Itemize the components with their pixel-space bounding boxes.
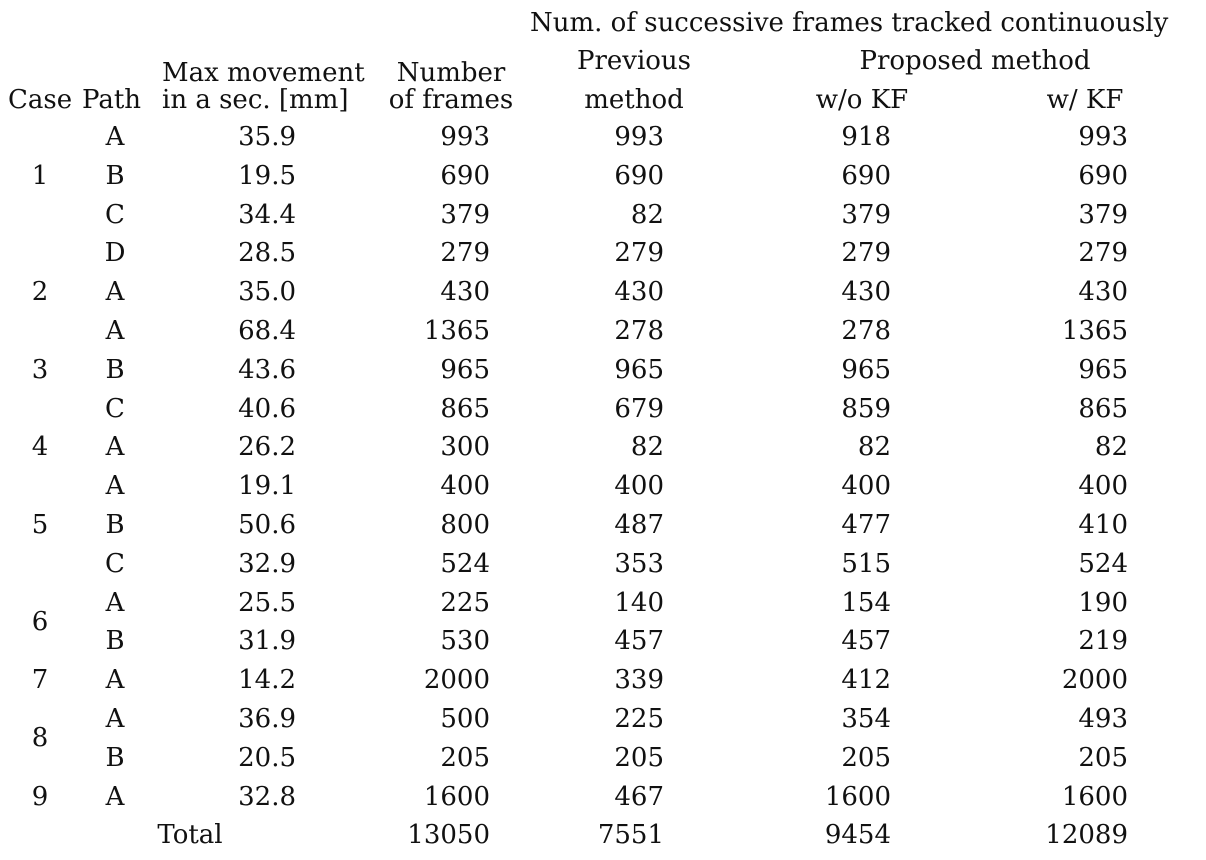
previous-method-cell: 679 [614, 394, 664, 424]
span-title: Num. of successive frames tracked continuously [530, 8, 1169, 38]
frames-cell: 279 [440, 238, 490, 268]
wo-kf-cell: 430 [841, 277, 891, 307]
path-cell: A [105, 277, 125, 307]
maxmove-header-line1: Max movement [162, 58, 365, 88]
max-movement-cell: 68.4 [238, 316, 296, 346]
wo-kf-cell: 82 [857, 432, 891, 462]
path-cell: B [105, 743, 125, 773]
merged-case-cell: 6 [31, 607, 49, 637]
frames-cell: 865 [440, 394, 490, 424]
case-cell: 5 [31, 510, 49, 540]
max-movement-cell: 34.4 [238, 200, 296, 230]
frames-cell: 1600 [423, 782, 490, 812]
wo-kf-cell: 412 [841, 665, 891, 695]
w-kf-cell: 865 [1078, 394, 1128, 424]
w-kf-cell: 279 [1078, 238, 1128, 268]
wo-kf-cell: 278 [841, 316, 891, 346]
w-kf-cell: 1600 [1061, 782, 1128, 812]
frames-cell: 524 [440, 549, 490, 579]
wo-kf-cell: 205 [841, 743, 891, 773]
max-movement-cell: 26.2 [238, 432, 296, 462]
frames-cell: 225 [440, 588, 490, 618]
frames-header-line2: of frames [388, 85, 514, 115]
path-cell: C [105, 394, 125, 424]
previous-method-cell: 965 [614, 355, 664, 385]
w-kf-cell: 965 [1078, 355, 1128, 385]
previous-method-cell: 457 [614, 626, 664, 656]
max-movement-cell: 36.9 [238, 704, 296, 734]
path-cell: A [105, 122, 125, 152]
max-movement-cell: 35.9 [238, 122, 296, 152]
previous-method-cell: 278 [614, 316, 664, 346]
previous-method-cell: 353 [614, 549, 664, 579]
frames-cell: 965 [440, 355, 490, 385]
frames-cell: 530 [440, 626, 490, 656]
wo-kf-cell: 477 [841, 510, 891, 540]
previous-method-cell: 993 [614, 122, 664, 152]
total-wo-kf-cell: 9454 [824, 820, 891, 850]
previous-method-cell: 205 [614, 743, 664, 773]
frames-cell: 993 [440, 122, 490, 152]
w-kf-cell: 690 [1078, 161, 1128, 191]
w-kf-cell: 410 [1078, 510, 1128, 540]
path-cell: D [104, 238, 126, 268]
frames-cell: 690 [440, 161, 490, 191]
w-kf-cell: 219 [1078, 626, 1128, 656]
w-kf-cell: 1365 [1061, 316, 1128, 346]
max-movement-cell: 19.5 [238, 161, 296, 191]
max-movement-cell: 40.6 [238, 394, 296, 424]
path-cell: A [105, 432, 125, 462]
path-cell: A [105, 471, 125, 501]
case-cell: 2 [31, 277, 49, 307]
total-label: Total [157, 820, 223, 850]
path-cell: A [105, 704, 125, 734]
w-kf-cell: 82 [1094, 432, 1128, 462]
path-cell: B [105, 626, 125, 656]
path-cell: A [105, 588, 125, 618]
max-movement-cell: 32.9 [238, 549, 296, 579]
wo-kf-cell: 279 [841, 238, 891, 268]
wo-kf-cell: 457 [841, 626, 891, 656]
frames-cell: 379 [440, 200, 490, 230]
wo-kf-cell: 859 [841, 394, 891, 424]
wo-kf-cell: 690 [841, 161, 891, 191]
wo-kf-cell: 379 [841, 200, 891, 230]
proposed-group-header: Proposed method [859, 46, 1091, 76]
previous-method-cell: 82 [630, 200, 664, 230]
max-movement-cell: 20.5 [238, 743, 296, 773]
previous-method-cell: 339 [614, 665, 664, 695]
wo-kf-cell: 154 [841, 588, 891, 618]
frames-cell: 800 [440, 510, 490, 540]
previous-method-cell: 430 [614, 277, 664, 307]
wo-kf-cell: 515 [841, 549, 891, 579]
frames-cell: 1365 [423, 316, 490, 346]
previous-header-line2: method [584, 85, 684, 115]
case-header: Case [8, 85, 73, 115]
max-movement-cell: 14.2 [238, 665, 296, 695]
case-cell: 9 [31, 782, 49, 812]
previous-method-cell: 467 [614, 782, 664, 812]
w-kf-cell: 493 [1078, 704, 1128, 734]
w-kf-header: w/ KF [1046, 85, 1124, 115]
path-cell: A [105, 782, 125, 812]
max-movement-cell: 50.6 [238, 510, 296, 540]
wo-kf-cell: 354 [841, 704, 891, 734]
wo-kf-header: w/o KF [815, 85, 909, 115]
path-header: Path [82, 85, 142, 115]
max-movement-cell: 32.8 [238, 782, 296, 812]
previous-method-cell: 487 [614, 510, 664, 540]
previous-method-cell: 82 [630, 432, 664, 462]
wo-kf-cell: 1600 [824, 782, 891, 812]
path-cell: B [105, 355, 125, 385]
w-kf-cell: 524 [1078, 549, 1128, 579]
frames-cell: 205 [440, 743, 490, 773]
maxmove-header-line2: in a sec. [mm] [162, 85, 349, 115]
max-movement-cell: 19.1 [238, 471, 296, 501]
wo-kf-cell: 965 [841, 355, 891, 385]
path-cell: C [105, 549, 125, 579]
path-cell: C [105, 200, 125, 230]
path-cell: B [105, 510, 125, 540]
previous-method-cell: 690 [614, 161, 664, 191]
case-cell: 1 [31, 161, 49, 191]
w-kf-cell: 205 [1078, 743, 1128, 773]
merged-case-cell: 8 [31, 723, 49, 753]
path-cell: B [105, 161, 125, 191]
frames-cell: 2000 [423, 665, 490, 695]
max-movement-cell: 35.0 [238, 277, 296, 307]
wo-kf-cell: 918 [841, 122, 891, 152]
case-cell: 4 [31, 432, 49, 462]
frames-cell: 300 [440, 432, 490, 462]
case-cell: 3 [31, 355, 49, 385]
frames-cell: 500 [440, 704, 490, 734]
path-cell: A [105, 665, 125, 695]
w-kf-cell: 400 [1078, 471, 1128, 501]
frames-cell: 430 [440, 277, 490, 307]
case-cell: 7 [31, 665, 49, 695]
max-movement-cell: 43.6 [238, 355, 296, 385]
w-kf-cell: 190 [1078, 588, 1128, 618]
wo-kf-cell: 400 [841, 471, 891, 501]
previous-method-cell: 140 [614, 588, 664, 618]
w-kf-cell: 2000 [1061, 665, 1128, 695]
w-kf-cell: 430 [1078, 277, 1128, 307]
max-movement-cell: 25.5 [238, 588, 296, 618]
previous-method-cell: 225 [614, 704, 664, 734]
w-kf-cell: 379 [1078, 200, 1128, 230]
w-kf-cell: 993 [1078, 122, 1128, 152]
previous-method-cell: 400 [614, 471, 664, 501]
total-w-kf-cell: 12089 [1045, 820, 1128, 850]
path-cell: A [105, 316, 125, 346]
max-movement-cell: 31.9 [238, 626, 296, 656]
total-frames-cell: 13050 [407, 820, 490, 850]
frames-header-line1: Number [396, 58, 506, 88]
previous-method-cell: 279 [614, 238, 664, 268]
previous-header-line1: Previous [576, 46, 692, 76]
max-movement-cell: 28.5 [238, 238, 296, 268]
frames-cell: 400 [440, 471, 490, 501]
total-previous-cell: 7551 [597, 820, 664, 850]
